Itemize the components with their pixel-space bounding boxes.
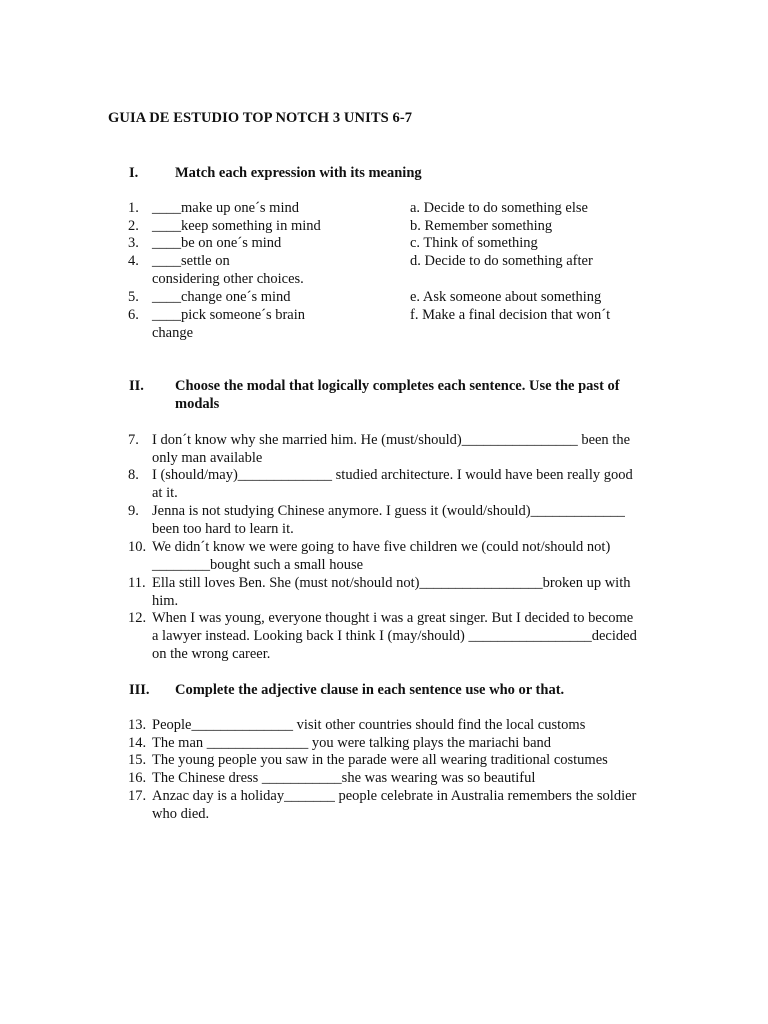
item-text: We didn´t know we were going to have five children we (could not/should not) (152, 539, 611, 555)
item-text-continued: been too hard to learn it. (152, 521, 294, 537)
document-title: GUIA DE ESTUDIO TOP NOTCH 3 UNITS 6-7 (108, 110, 413, 126)
item-number: 10. (128, 539, 147, 555)
meaning-a: a. Decide to do something else (410, 200, 588, 216)
item-text: ____be on one´s mind (152, 235, 282, 251)
item-text: ____settle on (152, 253, 230, 269)
item-number: 15. (128, 752, 147, 768)
item-text-continued: ________bought such a small house (152, 557, 364, 573)
section-1-title: Match each expression with its meaning (175, 165, 422, 181)
item-text: When I was young, everyone thought i was a great singer. But I decided to become (152, 610, 634, 626)
item-text: ____pick someone´s brain (152, 307, 306, 323)
item-text-continued: considering other choices. (152, 271, 304, 287)
item-text: People______________ visit other countries should find the local customs (152, 717, 586, 733)
item-text: Jenna is not studying Chinese anymore. I guess it (would/should)_____________ (152, 503, 625, 519)
item-text: I (should/may)_____________ studied architecture. I would have been really good (152, 467, 633, 483)
item-text-continued: only man available (152, 450, 263, 466)
section-3-heading (129, 682, 689, 700)
item-text: Ella still loves Ben. She (must not/should not)_________________broken up with (152, 575, 631, 591)
item-number: 5. (128, 289, 139, 305)
section-2-number: II. (129, 378, 144, 394)
meaning-f: f. Make a final decision that won´t (410, 307, 611, 323)
meaning-e: e. Ask someone about something (410, 289, 602, 305)
item-text: ____make up one´s mind (152, 200, 299, 216)
item-number: 11. (128, 575, 146, 591)
item-number: 4. (128, 253, 139, 269)
item-number: 3. (128, 235, 139, 251)
section-1-heading (129, 165, 689, 183)
section-3-title: Complete the adjective clause in each sentence use who or that. (175, 682, 565, 698)
section-2-title: Choose the modal that logically completes each sentence. Use the past of (175, 378, 620, 394)
item-text: The Chinese dress ___________she was wearing was so beautiful (152, 770, 536, 786)
item-number: 9. (128, 503, 139, 519)
item-number: 8. (128, 467, 139, 483)
item-text-continued: on the wrong career. (152, 646, 271, 662)
item-text-continued: him. (152, 593, 179, 609)
item-number: 2. (128, 218, 139, 234)
item-number: 12. (128, 610, 147, 626)
meaning-b: b. Remember something (410, 218, 553, 234)
item-text: Anzac day is a holiday_______ people celebrate in Australia remembers the soldier (152, 788, 637, 804)
section-1-number: I. (129, 165, 139, 181)
item-number: 1. (128, 200, 139, 216)
item-text: ____change one´s mind (152, 289, 291, 305)
item-number: 7. (128, 432, 139, 448)
meaning-c: c. Think of something (410, 235, 538, 251)
item-number: 17. (128, 788, 147, 804)
item-text-continued: a lawyer instead. Looking back I think I (may/should) _________________decided (152, 628, 637, 644)
item-text: I don´t know why she married him. He (must/should)________________ been the (152, 432, 631, 448)
item-number: 13. (128, 717, 147, 733)
meaning-d: d. Decide to do something after (410, 253, 593, 269)
item-text-continued: at it. (152, 485, 178, 501)
item-text-continued: change (152, 325, 194, 341)
item-text: The young people you saw in the parade were all wearing traditional costumes (152, 752, 608, 768)
item-text-continued: who died. (152, 806, 210, 822)
section-2-title-continued: modals (175, 396, 220, 412)
section-3-number: III. (129, 682, 150, 698)
item-number: 14. (128, 735, 147, 751)
item-text: ____keep something in mind (152, 218, 321, 234)
item-number: 16. (128, 770, 147, 786)
section-2-heading (129, 378, 689, 414)
item-text: The man ______________ you were talking plays the mariachi band (152, 735, 552, 751)
item-number: 6. (128, 307, 139, 323)
